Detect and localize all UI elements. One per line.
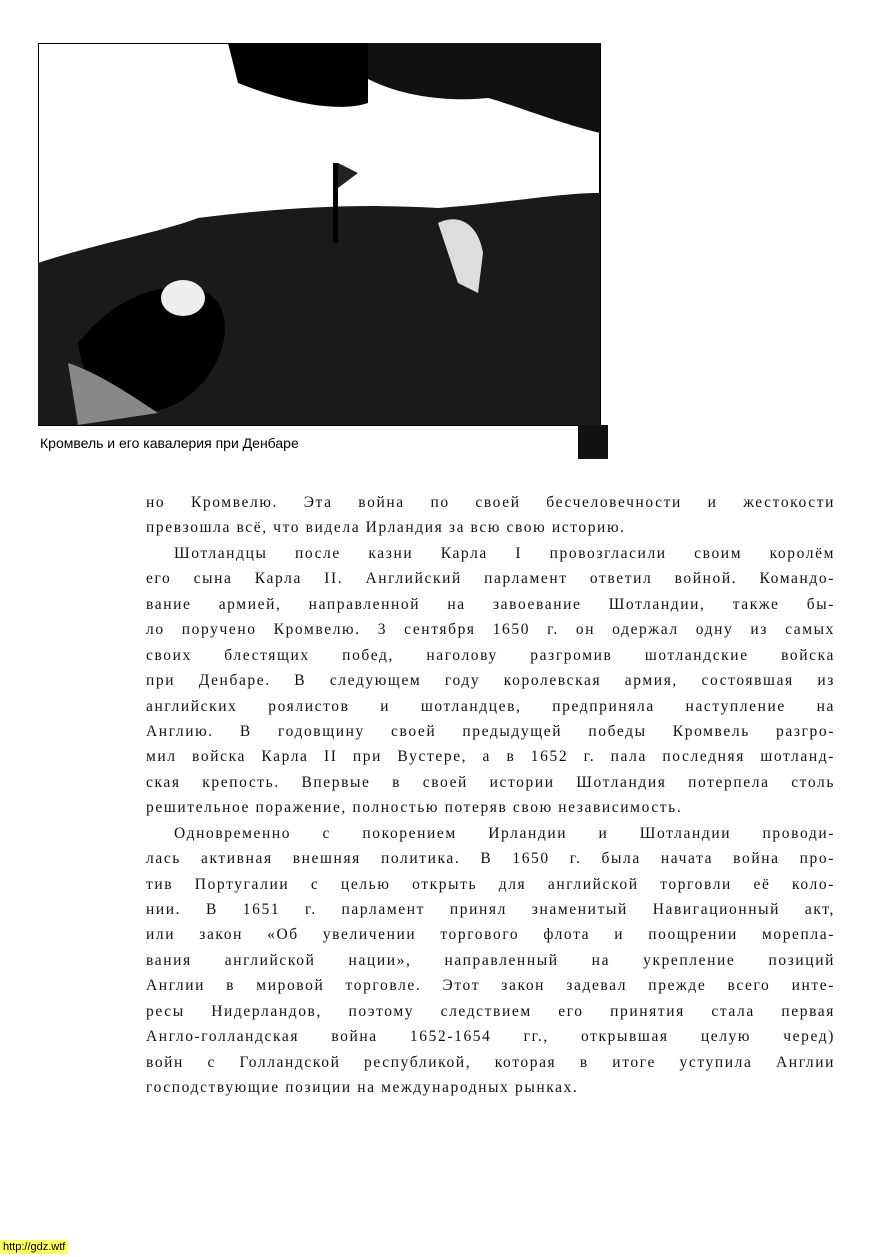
text-line: лась активная внешняя политика. В 1650 г. была начата война про- (146, 850, 835, 868)
footer-source-link[interactable]: http://gdz.wtf (0, 1240, 68, 1254)
text-line: войн с Голландской республикой, которая в итоге уступила Англии (146, 1053, 835, 1071)
text-line: Англию. В годовщину своей предыдущей победы Кромвель разгро- (146, 722, 835, 740)
text-line: английских роялистов и шотландцев, предприняла наступление на (146, 697, 835, 715)
text-line: ло поручено Кромвелю. 3 сентября 1650 г. он одержал одну из самых (146, 621, 835, 639)
text-line: господствующие позиции на международных рынках. (146, 1079, 579, 1097)
figure-caption: Кромвель и его кавалерия при Денбаре (40, 435, 299, 451)
figure-image-cromwell-cavalry (38, 43, 608, 459)
text-line: Англо-голландская война 1652-1654 гг., открывшая целую черед) (146, 1028, 835, 1046)
text-line: ская крепость. Впервые в своей истории Шотландия потерпела столь (146, 773, 835, 791)
text-line: мил войска Карла II при Вустере, а в 1652 г. пала последняя шотланд- (146, 748, 835, 766)
battle-scene-illustration (38, 43, 608, 459)
paragraph (146, 490, 835, 541)
text-line: тив Португалии с целью открыть для английской торговли её коло- (146, 875, 835, 893)
text-line: вание армией, направленной на завоевание Шотландии, также бы- (146, 595, 835, 613)
text-line: его сына Карла II. Английский парламент ответил войной. Командо- (146, 570, 835, 588)
text-line: или закон «Об увеличении торгового флота и поощрении морепла- (146, 926, 835, 944)
text-line: вания английской нации», направленный на укрепление позиций (146, 951, 835, 969)
paragraph (146, 541, 835, 821)
text-line: своих блестящих побед, наголову разгромив шотландские войска (146, 646, 835, 664)
text-line: при Денбаре. В следующем году королевская армия, состоявшая из (146, 672, 835, 690)
paragraph (146, 821, 835, 1101)
text-line: превзошла всё, что видела Ирландия за всю свою историю. (146, 519, 626, 537)
text-line: Шотландцы после казни Карла I провозгласили своим королём (174, 544, 835, 562)
body-text (146, 490, 835, 1101)
text-line: нии. В 1651 г. парламент принял знаменитый Навигационный акт, (146, 901, 835, 918)
text-line: решительное поражение, полностью потеряв свою независимость. (146, 799, 683, 817)
text-line: Одновременно с покорением Ирландии и Шотландии проводи- (174, 824, 835, 842)
text-line: Англии в мировой торговле. Этот закон задевал прежде всего инте- (146, 977, 835, 995)
text-line: ресы Нидерландов, поэтому следствием его принятия стала первая (146, 1002, 835, 1020)
text-line: но Кромвелю. Эта война по своей бесчеловечности и жестокости (146, 494, 835, 511)
